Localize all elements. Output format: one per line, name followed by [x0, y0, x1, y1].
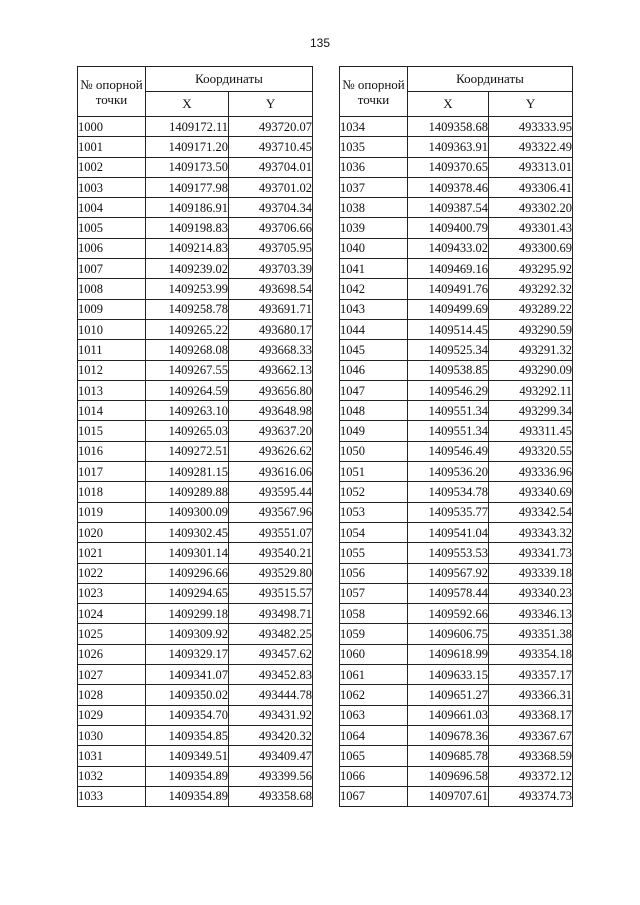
table-row: [340, 665, 573, 685]
coordinates-table-right: [339, 66, 573, 807]
table-row: [340, 766, 573, 786]
x-coordinate-cell: 1409186.91: [146, 198, 229, 218]
x-coordinate-cell: 1409534.78: [408, 482, 489, 502]
point-number-cell: 1064: [340, 725, 408, 745]
x-coordinate-cell: 1409685.78: [408, 746, 489, 766]
x-coordinate-cell: 1409469.16: [408, 259, 489, 279]
x-coordinate-cell: 1409370.65: [408, 157, 489, 177]
y-coordinate-cell: 493313.01: [489, 157, 573, 177]
x-coordinate-cell: 1409541.04: [408, 522, 489, 542]
y-coordinate-cell: 493299.34: [489, 401, 573, 421]
point-number-cell: 1020: [78, 522, 146, 542]
y-coordinate-cell: 493703.39: [229, 259, 313, 279]
table-row: [78, 157, 313, 177]
y-coordinate-cell: 493358.68: [229, 786, 313, 806]
y-coordinate-cell: 493668.33: [229, 340, 313, 360]
table-row: [340, 117, 573, 137]
y-coordinate-cell: 493292.32: [489, 279, 573, 299]
point-number-cell: 1002: [78, 157, 146, 177]
y-coordinate-cell: 493340.69: [489, 482, 573, 502]
x-coordinate-cell: 1409296.66: [146, 563, 229, 583]
x-coordinate-cell: 1409553.53: [408, 543, 489, 563]
x-coordinate-cell: 1409567.92: [408, 563, 489, 583]
point-number-cell: 1005: [78, 218, 146, 238]
table-body-right: [340, 117, 573, 807]
y-coordinate-cell: 493306.41: [489, 177, 573, 197]
table-row: [340, 786, 573, 806]
point-number-cell: 1007: [78, 259, 146, 279]
table-row: [340, 522, 573, 542]
x-coordinate-cell: 1409272.51: [146, 441, 229, 461]
x-coordinate-cell: 1409300.09: [146, 502, 229, 522]
point-number-cell: 1014: [78, 401, 146, 421]
table-row: [78, 360, 313, 380]
table-row: [340, 279, 573, 299]
x-coordinate-cell: 1409633.15: [408, 665, 489, 685]
y-coordinate-cell: 493498.71: [229, 604, 313, 624]
point-number-cell: 1001: [78, 137, 146, 157]
x-coordinate-cell: 1409578.44: [408, 583, 489, 603]
point-number-cell: 1053: [340, 502, 408, 522]
point-number-cell: 1062: [340, 685, 408, 705]
y-coordinate-cell: 493720.07: [229, 117, 313, 137]
x-coordinate-cell: 1409309.92: [146, 624, 229, 644]
x-coordinate-cell: 1409378.46: [408, 177, 489, 197]
y-coordinate-cell: 493399.56: [229, 766, 313, 786]
point-number-cell: 1051: [340, 462, 408, 482]
table-row: [78, 198, 313, 218]
point-number-cell: 1059: [340, 624, 408, 644]
y-coordinate-cell: 493342.54: [489, 502, 573, 522]
x-coordinate-cell: 1409535.77: [408, 502, 489, 522]
y-coordinate-cell: 493515.57: [229, 583, 313, 603]
y-coordinate-cell: 493704.34: [229, 198, 313, 218]
x-coordinate-cell: 1409525.34: [408, 340, 489, 360]
table-row: [340, 218, 573, 238]
x-coordinate-cell: 1409173.50: [146, 157, 229, 177]
y-coordinate-cell: 493529.80: [229, 563, 313, 583]
table-row: [78, 117, 313, 137]
y-coordinate-cell: 493626.62: [229, 441, 313, 461]
point-number-cell: 1012: [78, 360, 146, 380]
point-number-cell: 1035: [340, 137, 408, 157]
point-number-cell: 1054: [340, 522, 408, 542]
point-number-cell: 1022: [78, 563, 146, 583]
y-coordinate-cell: 493616.06: [229, 462, 313, 482]
y-coordinate-cell: 493662.13: [229, 360, 313, 380]
x-coordinate-cell: 1409592.66: [408, 604, 489, 624]
table-row: [340, 299, 573, 319]
table-row: [78, 563, 313, 583]
table-row: [78, 299, 313, 319]
x-coordinate-cell: 1409491.76: [408, 279, 489, 299]
point-number-cell: 1047: [340, 380, 408, 400]
table-row: [78, 766, 313, 786]
table-row: [340, 563, 573, 583]
table-row: [340, 502, 573, 522]
x-coordinate-cell: 1409171.20: [146, 137, 229, 157]
header-y: Y: [489, 92, 573, 117]
coordinates-table-left: [77, 66, 313, 807]
point-number-cell: 1063: [340, 705, 408, 725]
table-row: [78, 421, 313, 441]
point-number-cell: 1049: [340, 421, 408, 441]
y-coordinate-cell: 493333.95: [489, 117, 573, 137]
y-coordinate-cell: 493292.11: [489, 380, 573, 400]
table-row: [78, 543, 313, 563]
point-number-cell: 1019: [78, 502, 146, 522]
table-row: [340, 725, 573, 745]
x-coordinate-cell: 1409265.03: [146, 421, 229, 441]
y-coordinate-cell: 493368.59: [489, 746, 573, 766]
table-row: [340, 685, 573, 705]
x-coordinate-cell: 1409302.45: [146, 522, 229, 542]
table-row: [78, 380, 313, 400]
point-number-cell: 1010: [78, 319, 146, 339]
point-number-cell: 1046: [340, 360, 408, 380]
y-coordinate-cell: 493311.45: [489, 421, 573, 441]
x-coordinate-cell: 1409551.34: [408, 421, 489, 441]
x-coordinate-cell: 1409606.75: [408, 624, 489, 644]
y-coordinate-cell: 493595.44: [229, 482, 313, 502]
table-row: [78, 340, 313, 360]
point-number-cell: 1044: [340, 319, 408, 339]
y-coordinate-cell: 493295.92: [489, 259, 573, 279]
y-coordinate-cell: 493551.07: [229, 522, 313, 542]
y-coordinate-cell: 493291.32: [489, 340, 573, 360]
table-row: [340, 705, 573, 725]
table-row: [340, 340, 573, 360]
point-number-cell: 1011: [78, 340, 146, 360]
y-coordinate-cell: 493290.59: [489, 319, 573, 339]
point-number-cell: 1008: [78, 279, 146, 299]
table-row: [78, 279, 313, 299]
y-coordinate-cell: 493710.45: [229, 137, 313, 157]
point-number-cell: 1004: [78, 198, 146, 218]
y-coordinate-cell: 493698.54: [229, 279, 313, 299]
point-number-cell: 1057: [340, 583, 408, 603]
table-row: [340, 583, 573, 603]
x-coordinate-cell: 1409350.02: [146, 685, 229, 705]
table-row: [78, 604, 313, 624]
x-coordinate-cell: 1409267.55: [146, 360, 229, 380]
y-coordinate-cell: 493320.55: [489, 441, 573, 461]
table-row: [78, 482, 313, 502]
y-coordinate-cell: 493444.78: [229, 685, 313, 705]
header-x: X: [146, 92, 229, 117]
point-number-cell: 1006: [78, 238, 146, 258]
y-coordinate-cell: 493367.67: [489, 725, 573, 745]
y-coordinate-cell: 493705.95: [229, 238, 313, 258]
y-coordinate-cell: 493637.20: [229, 421, 313, 441]
y-coordinate-cell: 493420.32: [229, 725, 313, 745]
point-number-cell: 1026: [78, 644, 146, 664]
y-coordinate-cell: 493354.18: [489, 644, 573, 664]
y-coordinate-cell: 493706.66: [229, 218, 313, 238]
x-coordinate-cell: 1409536.20: [408, 462, 489, 482]
table-row: [78, 137, 313, 157]
y-coordinate-cell: 493289.22: [489, 299, 573, 319]
point-number-cell: 1036: [340, 157, 408, 177]
point-number-cell: 1032: [78, 766, 146, 786]
y-coordinate-cell: 493300.69: [489, 238, 573, 258]
x-coordinate-cell: 1409546.49: [408, 441, 489, 461]
x-coordinate-cell: 1409239.02: [146, 259, 229, 279]
x-coordinate-cell: 1409618.99: [408, 644, 489, 664]
header-x: X: [408, 92, 489, 117]
y-coordinate-cell: 493368.17: [489, 705, 573, 725]
table-row: [78, 502, 313, 522]
y-coordinate-cell: 493351.38: [489, 624, 573, 644]
y-coordinate-cell: 493701.02: [229, 177, 313, 197]
x-coordinate-cell: 1409363.91: [408, 137, 489, 157]
table-row: [78, 583, 313, 603]
x-coordinate-cell: 1409341.07: [146, 665, 229, 685]
y-coordinate-cell: 493346.13: [489, 604, 573, 624]
table-row: [78, 218, 313, 238]
x-coordinate-cell: 1409281.15: [146, 462, 229, 482]
point-number-cell: 1039: [340, 218, 408, 238]
table-row: [340, 238, 573, 258]
header-coordinates: Координаты: [408, 67, 573, 92]
table-row: [78, 441, 313, 461]
point-number-cell: 1061: [340, 665, 408, 685]
x-coordinate-cell: 1409499.69: [408, 299, 489, 319]
table-row: [340, 441, 573, 461]
point-number-cell: 1056: [340, 563, 408, 583]
table-row: [78, 746, 313, 766]
table-row: [340, 319, 573, 339]
table-row: [340, 198, 573, 218]
y-coordinate-cell: 493366.31: [489, 685, 573, 705]
table-row: [78, 238, 313, 258]
table-row: [78, 644, 313, 664]
point-number-cell: 1065: [340, 746, 408, 766]
point-number-cell: 1048: [340, 401, 408, 421]
y-coordinate-cell: 493336.96: [489, 462, 573, 482]
table-row: [340, 177, 573, 197]
point-number-cell: 1031: [78, 746, 146, 766]
table-row: [78, 725, 313, 745]
table-row: [78, 259, 313, 279]
x-coordinate-cell: 1409546.29: [408, 380, 489, 400]
point-number-cell: 1025: [78, 624, 146, 644]
point-number-cell: 1034: [340, 117, 408, 137]
y-coordinate-cell: 493540.21: [229, 543, 313, 563]
y-coordinate-cell: 493482.25: [229, 624, 313, 644]
table-row: [340, 624, 573, 644]
y-coordinate-cell: 493301.43: [489, 218, 573, 238]
y-coordinate-cell: 493339.18: [489, 563, 573, 583]
x-coordinate-cell: 1409400.79: [408, 218, 489, 238]
header-point-number: № опорной точки: [78, 67, 146, 117]
x-coordinate-cell: 1409349.51: [146, 746, 229, 766]
y-coordinate-cell: 493680.17: [229, 319, 313, 339]
y-coordinate-cell: 493357.17: [489, 665, 573, 685]
point-number-cell: 1040: [340, 238, 408, 258]
table-row: [340, 482, 573, 502]
x-coordinate-cell: 1409289.88: [146, 482, 229, 502]
y-coordinate-cell: 493457.62: [229, 644, 313, 664]
x-coordinate-cell: 1409301.14: [146, 543, 229, 563]
y-coordinate-cell: 493372.12: [489, 766, 573, 786]
y-coordinate-cell: 493302.20: [489, 198, 573, 218]
point-number-cell: 1023: [78, 583, 146, 603]
y-coordinate-cell: 493704.01: [229, 157, 313, 177]
point-number-cell: 1029: [78, 705, 146, 725]
y-coordinate-cell: 493341.73: [489, 543, 573, 563]
table-row: [78, 319, 313, 339]
table-row: [340, 543, 573, 563]
point-number-cell: 1037: [340, 177, 408, 197]
y-coordinate-cell: 493567.96: [229, 502, 313, 522]
y-coordinate-cell: 493290.09: [489, 360, 573, 380]
x-coordinate-cell: 1409172.11: [146, 117, 229, 137]
table-body-left: [78, 117, 313, 807]
point-number-cell: 1060: [340, 644, 408, 664]
point-number-cell: 1038: [340, 198, 408, 218]
y-coordinate-cell: 493409.47: [229, 746, 313, 766]
x-coordinate-cell: 1409514.45: [408, 319, 489, 339]
point-number-cell: 1058: [340, 604, 408, 624]
point-number-cell: 1067: [340, 786, 408, 806]
y-coordinate-cell: 493340.23: [489, 583, 573, 603]
x-coordinate-cell: 1409268.08: [146, 340, 229, 360]
table-row: [340, 604, 573, 624]
y-coordinate-cell: 493656.80: [229, 380, 313, 400]
point-number-cell: 1052: [340, 482, 408, 502]
point-number-cell: 1045: [340, 340, 408, 360]
y-coordinate-cell: 493374.73: [489, 786, 573, 806]
x-coordinate-cell: 1409354.85: [146, 725, 229, 745]
point-number-cell: 1024: [78, 604, 146, 624]
table-row: [340, 259, 573, 279]
x-coordinate-cell: 1409538.85: [408, 360, 489, 380]
x-coordinate-cell: 1409358.68: [408, 117, 489, 137]
y-coordinate-cell: 493452.83: [229, 665, 313, 685]
table-row: [78, 462, 313, 482]
x-coordinate-cell: 1409696.58: [408, 766, 489, 786]
x-coordinate-cell: 1409299.18: [146, 604, 229, 624]
x-coordinate-cell: 1409294.65: [146, 583, 229, 603]
table-row: [340, 380, 573, 400]
x-coordinate-cell: 1409263.10: [146, 401, 229, 421]
x-coordinate-cell: 1409651.27: [408, 685, 489, 705]
point-number-cell: 1042: [340, 279, 408, 299]
table-row: [340, 462, 573, 482]
y-coordinate-cell: 493648.98: [229, 401, 313, 421]
point-number-cell: 1041: [340, 259, 408, 279]
point-number-cell: 1018: [78, 482, 146, 502]
table-row: [340, 401, 573, 421]
x-coordinate-cell: 1409661.03: [408, 705, 489, 725]
x-coordinate-cell: 1409329.17: [146, 644, 229, 664]
table-row: [340, 421, 573, 441]
point-number-cell: 1030: [78, 725, 146, 745]
x-coordinate-cell: 1409387.54: [408, 198, 489, 218]
point-number-cell: 1066: [340, 766, 408, 786]
point-number-cell: 1003: [78, 177, 146, 197]
x-coordinate-cell: 1409265.22: [146, 319, 229, 339]
point-number-cell: 1021: [78, 543, 146, 563]
point-number-cell: 1013: [78, 380, 146, 400]
x-coordinate-cell: 1409354.89: [146, 786, 229, 806]
x-coordinate-cell: 1409354.70: [146, 705, 229, 725]
x-coordinate-cell: 1409258.78: [146, 299, 229, 319]
table-row: [340, 137, 573, 157]
x-coordinate-cell: 1409354.89: [146, 766, 229, 786]
table-row: [78, 665, 313, 685]
x-coordinate-cell: 1409198.83: [146, 218, 229, 238]
y-coordinate-cell: 493691.71: [229, 299, 313, 319]
table-row: [340, 746, 573, 766]
point-number-cell: 1028: [78, 685, 146, 705]
table-row: [78, 685, 313, 705]
point-number-cell: 1015: [78, 421, 146, 441]
header-point-number: № опорной точки: [340, 67, 408, 117]
x-coordinate-cell: 1409253.99: [146, 279, 229, 299]
point-number-cell: 1050: [340, 441, 408, 461]
table-row: [78, 177, 313, 197]
point-number-cell: 1016: [78, 441, 146, 461]
table-row: [78, 522, 313, 542]
header-y: Y: [229, 92, 313, 117]
table-row: [340, 157, 573, 177]
table-row: [78, 624, 313, 644]
table-row: [78, 401, 313, 421]
table-row: [78, 786, 313, 806]
x-coordinate-cell: 1409264.59: [146, 380, 229, 400]
point-number-cell: 1000: [78, 117, 146, 137]
table-row: [340, 644, 573, 664]
x-coordinate-cell: 1409177.98: [146, 177, 229, 197]
y-coordinate-cell: 493322.49: [489, 137, 573, 157]
point-number-cell: 1043: [340, 299, 408, 319]
page-number: 135: [309, 36, 331, 50]
x-coordinate-cell: 1409551.34: [408, 401, 489, 421]
point-number-cell: 1033: [78, 786, 146, 806]
point-number-cell: 1017: [78, 462, 146, 482]
x-coordinate-cell: 1409214.83: [146, 238, 229, 258]
table-row: [340, 360, 573, 380]
table-row: [78, 705, 313, 725]
x-coordinate-cell: 1409707.61: [408, 786, 489, 806]
x-coordinate-cell: 1409678.36: [408, 725, 489, 745]
x-coordinate-cell: 1409433.02: [408, 238, 489, 258]
y-coordinate-cell: 493343.32: [489, 522, 573, 542]
point-number-cell: 1055: [340, 543, 408, 563]
y-coordinate-cell: 493431.92: [229, 705, 313, 725]
header-coordinates: Координаты: [146, 67, 313, 92]
point-number-cell: 1027: [78, 665, 146, 685]
point-number-cell: 1009: [78, 299, 146, 319]
